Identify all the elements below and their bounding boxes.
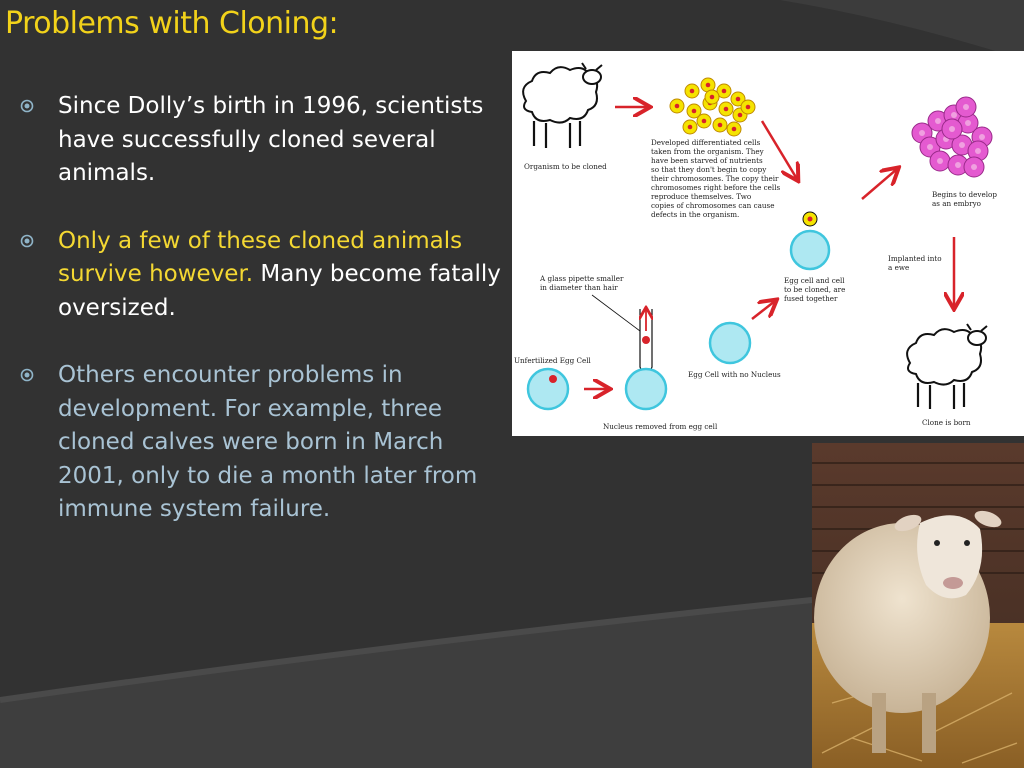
cell-nucleus [675,104,680,109]
cell-nucleus [702,119,707,124]
caption-line: their chromosomes. The copy their [651,174,779,183]
cell-nucleus [951,112,957,118]
slide-title: Problems with Cloning: [5,6,339,41]
cell-nucleus [955,162,961,168]
cell-nucleus [746,105,751,110]
cell-nucleus [963,104,969,110]
caption-line: fused together [784,294,838,303]
bullet-item [20,90,510,191]
cells-caption [651,138,781,219]
cell-nucleus [706,83,711,88]
caption-line: to be cloned, are [784,285,846,294]
caption-line: as an embryo [932,199,981,208]
cell-nucleus [722,89,727,94]
cell-nucleus [919,130,925,136]
implant-caption [888,254,942,272]
caption-line: Begins to develop [932,190,997,199]
pipette-caption [539,274,624,292]
caption-line: Developed differentiated cells [651,138,761,147]
caption-line: Egg cell and cell [784,276,845,285]
bullet-text: Since Dolly’s birth in 1996, scientists have successfully cloned several animals. [58,93,484,186]
embryo-cells-cluster [912,97,992,177]
caption-line: copies of chromosomes can cause [651,201,775,210]
cell-nucleus [965,120,971,126]
embryo-caption [932,190,997,208]
caption-line: A glass pipette smaller [540,274,624,283]
clone-label: Clone is born [922,418,971,427]
organism-label: Organism to be cloned [524,162,607,171]
cloning-diagram [512,51,1024,436]
egg-under-pipette [626,369,666,409]
cell-nucleus [971,164,977,170]
cell-nucleus [690,89,695,94]
cell-nucleus [736,97,741,102]
bullet-marker-icon [20,368,34,382]
bullet-marker-icon [20,234,34,248]
cell-nucleus [927,144,933,150]
cell-nucleus [738,113,743,118]
fused-egg-cell [791,231,829,269]
cell-nucleus [949,126,955,132]
bullet-item [20,225,510,326]
bullet-text: Others encounter problems in development. For example, three cloned calves were born in March 2001, only to die a month later from immune system failure. [58,362,478,522]
caption-line: have been starved of nutrients [651,156,763,165]
cell-nucleus [732,127,737,132]
caption-line: a ewe [888,263,910,272]
caption-line: chromosomes right before the cells [651,183,781,192]
bullet-text: Only a few of these cloned animals survive however. [58,227,463,287]
fused-caption [784,276,845,303]
removed-label: Nucleus removed from egg cell [603,422,718,431]
bullet-marker-icon [20,99,34,113]
unfertilized-label: Unfertilized Egg Cell [514,356,591,365]
cell-nucleus [688,125,693,130]
cell-nucleus [935,118,941,124]
cell-nucleus [710,95,715,100]
cell-nucleus [692,109,697,114]
cell-nucleus [959,142,965,148]
sheep-icon [523,63,602,148]
clone-sheep-icon [907,324,987,409]
differentiated-cells-cluster [670,78,755,136]
enucleated-egg [710,323,750,363]
bullet-item [20,359,510,527]
cell-nucleus [937,158,943,164]
caption-line: so that they don't begin to copy [651,165,767,174]
bullet-text: Many become fatally oversized. [58,261,501,321]
bullet-list [20,90,510,561]
caption-line: Implanted into [888,254,942,263]
unfertilized-egg [528,369,568,409]
caption-line: in diameter than hair [540,283,618,292]
cell-nucleus [724,107,729,112]
caption-line: taken from the organism. They [651,147,764,156]
dolly-sheep-photo [812,443,1024,768]
cell-nucleus [979,134,985,140]
caption-line: reproduce themselves. Two [651,192,752,201]
cell-nucleus [718,123,723,128]
caption-line: defects in the organism. [651,210,740,219]
cell-nucleus [975,148,981,154]
no-nucleus-label: Egg Cell with no Nucleus [688,370,781,379]
